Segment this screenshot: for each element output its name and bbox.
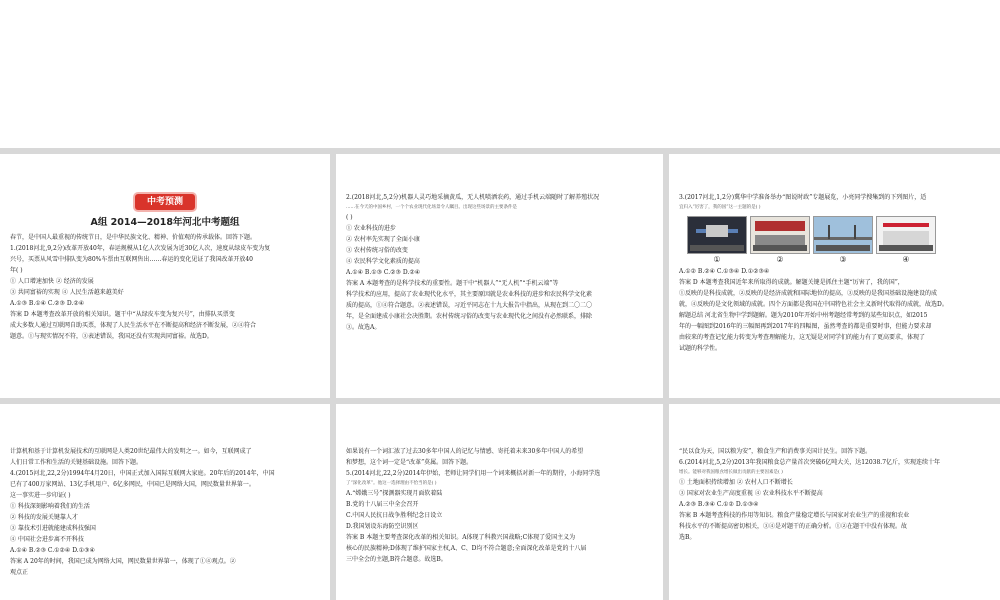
option-line: ③ 农村传统习俗的改变 [346, 247, 408, 254]
answer-line: 核心的民族精神;D体现了维护国家主权,A、C、D均不符合题意;全面深化改革是党的十八届 [346, 545, 587, 552]
image-label-2: ② [776, 255, 784, 264]
option-line: B.党的十八届三中全会召开 [346, 501, 419, 508]
question-4-line: 这一事实进一步印证( ) [10, 492, 71, 499]
section-banner: 中考预测 [135, 194, 195, 210]
option-line: ① 人口增速加快 ② 经济的发展 [10, 278, 94, 285]
question-4: 4.(2015河北,22,2分)1994年4月20日，中国正式加入国际互联网大家庭。20年后的2014年，中国 [10, 470, 275, 477]
image-forum [750, 216, 810, 254]
option-line: ② 农村率先实现了全面小康 [346, 236, 420, 243]
section-title: A组 2014—2018年河北中考题组 [90, 217, 240, 228]
answer-line: 由较来的考查记忆能力转变为考查理解能力，这无疑是对同学们的能力有了更高要求，体现了 [679, 334, 926, 341]
answer-line: 答案 B 本题主要考查深化改革的相关知识。A体现了科教兴国战略;C体现了爱国主义为 [346, 534, 576, 541]
question-5-line: 了“深化改革”。他这一选择理由不恰当的是( ) [346, 481, 437, 486]
intro-text: 春节，是中国人最重视的传统节日，是中华民族文化、精神、价值观的传承载体。回答下题。 [10, 234, 257, 241]
solution-summary: 解题总结 河北省生物中学到题解。题为2010年开始中州考题经常考到的某些知识点，如2015 [679, 312, 928, 319]
question-6-line: 增长。能够对我国粮食增长做出贡献的主要因素是( ) [679, 470, 783, 475]
answer-line: 科技水平的不断提高密切相关，③④是对题干的正确分析。①②在题干中没有体现。故 [679, 523, 908, 530]
image-chinese-poetry [876, 216, 936, 254]
question-3: 3.(2017河北,1,2分)冀华中学准备举办“图说时政”专题展览，小亮同学搜集到的下列图片，适 [679, 194, 927, 201]
answer-line: 题意。①与现实情况不符，③表述错误，我国还没有实现共同富裕。故选D。 [10, 333, 213, 340]
answer-line: 观点正 [10, 569, 29, 576]
image-labels [687, 254, 990, 266]
answer-line: 年，是全面建成小康社会决胜期。农村传统习俗的改变与农业现代化之间没有必然联系，排除 [346, 313, 593, 320]
choices-line: A.①② B.②④ C.①③④ D.①②③④ [679, 268, 770, 275]
answer-line: 答案 D 本题考查改革开放的相关知识。题干中“从绿皮车变为复兴号”，由排队买票变 [10, 311, 235, 318]
answer-line: 答案 D 本题考查我国近年来所取得的成就。解题关键是抓住主题“厉害了，我的国”， [679, 279, 904, 286]
answer-line: ③。故选A。 [346, 324, 381, 331]
page-thumbnail-4[interactable] [0, 404, 330, 600]
question-2: 2.(2018河北,5,2分)机器人灵巧地采摘黄瓜，无人机喷洒农药，通过手机云端随时了解养殖状况 [346, 194, 600, 201]
answer-line: 答案 A 本题考查的是科学技术的重要性。题干中“机器人”“无人机”“手机云端”等 [346, 280, 559, 287]
option-line: C.中国人民抗日战争胜利纪念日设立 [346, 512, 443, 519]
page-thumbnail-6[interactable] [669, 404, 1000, 600]
intro-text: “民以食为天，国以粮为安”，粮食生产和消费事关国计民生。回答下题。 [679, 448, 872, 455]
option-line: A.“嫦娥三号”探测器实现月面软着陆 [346, 490, 443, 497]
page-thumbnail-2[interactable] [336, 154, 663, 398]
answer-line: 三中全会的主题,B符合题意。故选B。 [346, 556, 447, 563]
question-5: 5.(2014河北,22,2分)2014年伊始，老师让同学们用一个词来概括对新一年的期待，小海同学选 [346, 470, 601, 477]
question-2-paren: ( ) [346, 214, 353, 221]
choices-line: A.①④ B.②③ C.①②④ D.①③④ [10, 547, 95, 554]
answer-line: 成大多数人通过互联网自助买票，体现了人民生活水平在不断提高和经济不断发展，②④符合 [10, 322, 257, 329]
question-3-line: 宜归入“厉害了，我的国”这一主题的是( ) [679, 205, 761, 210]
question-1-line: 年( ) [10, 267, 23, 274]
choices-line: A.①④ B.①③ C.②③ D.②④ [346, 269, 421, 276]
image-bridge [813, 216, 873, 254]
answer-line: 质的提高，①④符合题意。②表述错误，习近平同志在十九大报告中指出，从现在到二〇二〇 [346, 302, 593, 309]
page-thumbnail-1[interactable] [0, 154, 330, 398]
option-line: ① 科技深刻影响着我们的生活 [10, 503, 90, 510]
image-label-3: ③ [839, 255, 847, 264]
answer-line: 科学技术的应用，提高了农业现代化水平，其主要原因就是农业科技的进步和农民科学文化素 [346, 291, 593, 298]
question-1-line: 兴号，买票从风雪中排队变为80%车票由互联网售出……春运的变化见证了我国改革开放40 [10, 256, 253, 263]
intro-text: 和梦想，这个词一定是“改革”莫属。回答下题。 [346, 459, 473, 466]
answer-line: 答案 B 本题考查科技的作用等知识。粮食产量稳定增长与国家对农业生产的重视和农业 [679, 512, 910, 519]
answer-line: 试题的科学性。 [679, 345, 722, 352]
option-line: ④ 农民科学文化素质的提高 [346, 258, 420, 265]
question-4-line: 已有了400万家网站、13亿手机用户、6亿多网民，中国已是网络大国，网民数量世界第一。 [10, 481, 255, 488]
answer-line: 就，④反映的是文化领域的成就。四个方面都是我国在中国特色社会主义新时代取得的成就，故选D。 [679, 301, 948, 308]
answer-line: 年的一幅图到2016年的三幅图再到2017年的四幅图，虽然考查的都是重要时事，但能力要求却 [679, 323, 932, 330]
image-label-1: ① [713, 255, 721, 264]
choices-line: A.②③ B.③④ C.①② D.①③④ [679, 501, 759, 508]
blank-top-area [0, 0, 1000, 150]
intro-text: 人们日常工作和生活的关键基础设施。回答下题。 [10, 459, 143, 466]
option-line: ③ 共同富裕的实现 ④ 人民生活越来越美好 [10, 289, 124, 296]
option-line: ① 土地面积持续增加 ② 农村人口不断增长 [679, 479, 793, 486]
option-line: D.我国划设东海防空识别区 [346, 523, 419, 530]
question-2-note: ……在今天的中国乡村，一个个农业现代化场景令人瞩目。出现这些场景的主要条件是 [346, 205, 517, 210]
option-line: ④ 中国社会进步离不开科技 [10, 536, 84, 543]
option-line: ③ 国家对农业生产高度重视 ④ 农业科技水平不断提高 [679, 490, 823, 497]
intro-text: 如果说有一个词汇浓了过去30多年中国人的记忆与情感、寄托着未来30多年中国人的希望 [346, 448, 584, 455]
answer-line: 答案 A 20年的时间，我国已成为网络大国，网民数量世界第一，体现了①④观点。② [10, 558, 236, 565]
choices-line: A.①③ B.①④ C.②③ D.②④ [10, 300, 85, 307]
page-thumbnail-3[interactable] [669, 154, 1000, 398]
answer-line: ①反映的是科技成就，②反映的是经济成就和国际地位的提高，③反映的是我国基础设施建设的成 [679, 290, 938, 297]
image-label-4: ④ [902, 255, 910, 264]
image-spacecraft [687, 216, 747, 254]
option-line: ③ 靠技术引进就能建成科技强国 [10, 525, 96, 532]
question-1: 1.(2018河北,9,2分)改革开放40年，春运规模从1亿人次发展为近30亿人次，速度从绿皮车变为复 [10, 245, 271, 252]
question-3-images [687, 216, 990, 254]
option-line: ① 农业科技的进步 [346, 225, 396, 232]
intro-text: 计算机和基于计算机发展技术的互联网是人类20世纪最伟大的发明之一。如今，互联网成了 [10, 448, 252, 455]
option-line: ② 科技的发展关键靠人才 [10, 514, 78, 521]
answer-line: 选B。 [679, 534, 696, 541]
page-thumbnail-5[interactable] [336, 404, 663, 600]
question-6: 6.(2014河北,5,2分)2013年我国粮食总产量首次突破6亿吨大关，达12038.7亿斤，实现连续十年 [679, 459, 941, 466]
